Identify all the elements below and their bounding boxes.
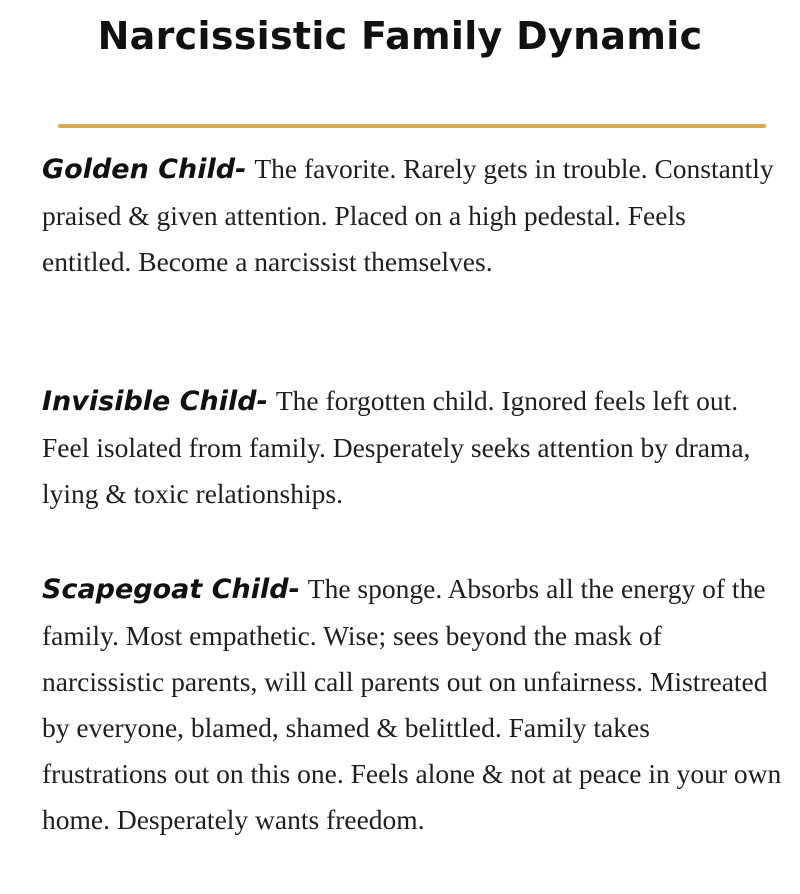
section-scapegoat-child [42,566,782,843]
section-heading: Golden Child- [42,154,247,185]
page-title: Narcissistic Family Dynamic [97,14,703,58]
section-body: The favorite. Rarely gets in trouble. Constantly praised & given attention. Placed on a high pedestal. Feels entitled. Become a narcissist themselves. [42,153,774,277]
section-invisible-child [42,378,782,517]
section-heading: Scapegoat Child- [42,574,300,605]
section-body: The sponge. Absorbs all the energy of the family. Most empathetic. Wise; sees beyond the mask of narcissistic parents, will call parents out on unfairness. Mistreated by everyone, blamed, shamed & belittled. Family takes frustrations out on this one. Feels alone & not at peace in your own home. Desperately wants freedom. [42,573,782,835]
title-divider [58,124,766,128]
section-golden-child [42,146,782,285]
section-body: The forgotten child. Ignored feels left out. Feel isolated from family. Desperately seeks attention by drama, lying & toxic relationships. [42,385,751,509]
section-heading: Invisible Child- [42,386,268,417]
